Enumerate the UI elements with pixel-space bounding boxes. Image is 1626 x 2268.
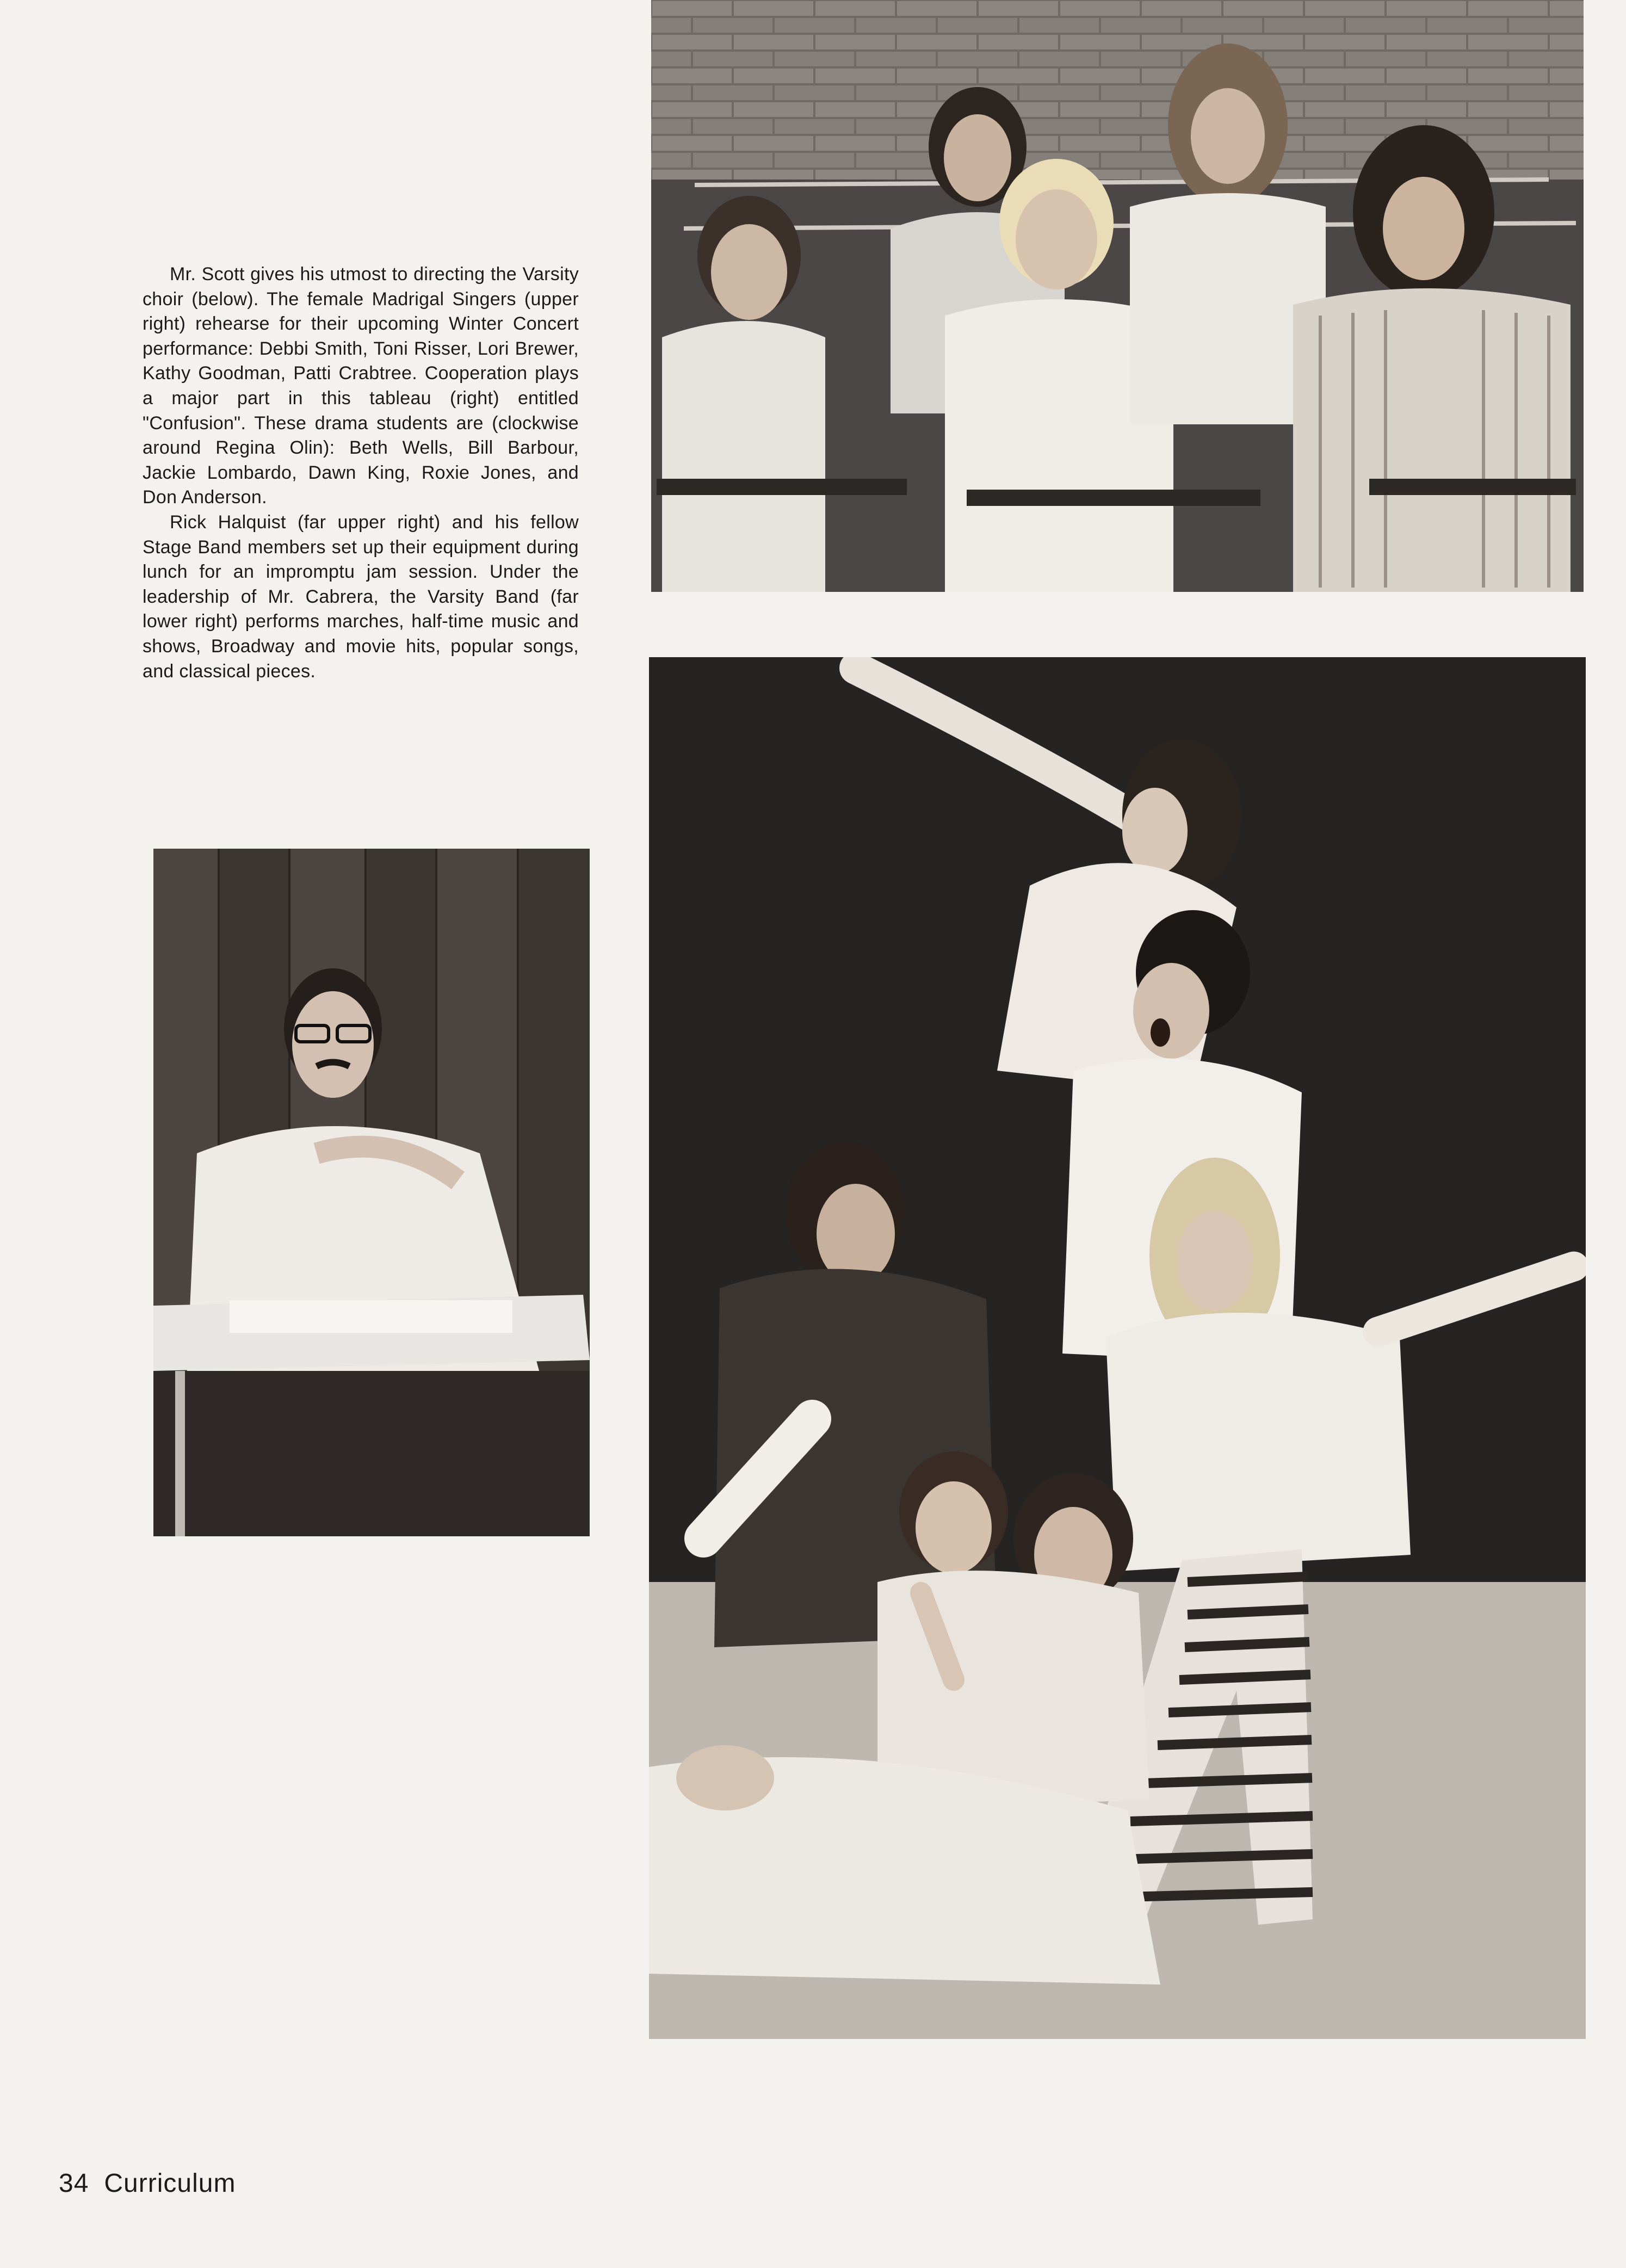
page-number: 34 (59, 2169, 89, 2198)
director-photo (153, 849, 590, 1536)
confusion-tableau-photo (649, 657, 1586, 2039)
page-footer (59, 2168, 251, 2198)
caption-paragraph: Mr. Scott gives his utmost to directing the Varsity choir (below). The female Madrigal Singers (upper right) rehearse for their upcoming Winter Concert performance: Debbi Smith, Toni Risser, Lori Brewer, Kathy Goodman, Patti Crabtree. Cooperation plays a major part in this tableau (right) entitled "Confusion". These drama students are (clockwise around Regina Olin): Beth Wells, Bill Barbour, Jackie Lombardo, Dawn King, Roxie Jones, and Don Anderson. (143, 264, 579, 508)
caption-paragraph: Rick Halquist (far upper right) and his fellow Stage Band members set up their equipment during lunch for an impromptu jam session. Under the leadership of Mr. Cabrera, the Varsity Band (far lower right) performs marches, half-time music and shows, Broadway and movie hits, popular songs, and classical pieces. (143, 511, 579, 682)
madrigal-singers-photo (651, 0, 1584, 592)
section-title: Curriculum (104, 2169, 236, 2198)
photo-caption (143, 262, 579, 684)
